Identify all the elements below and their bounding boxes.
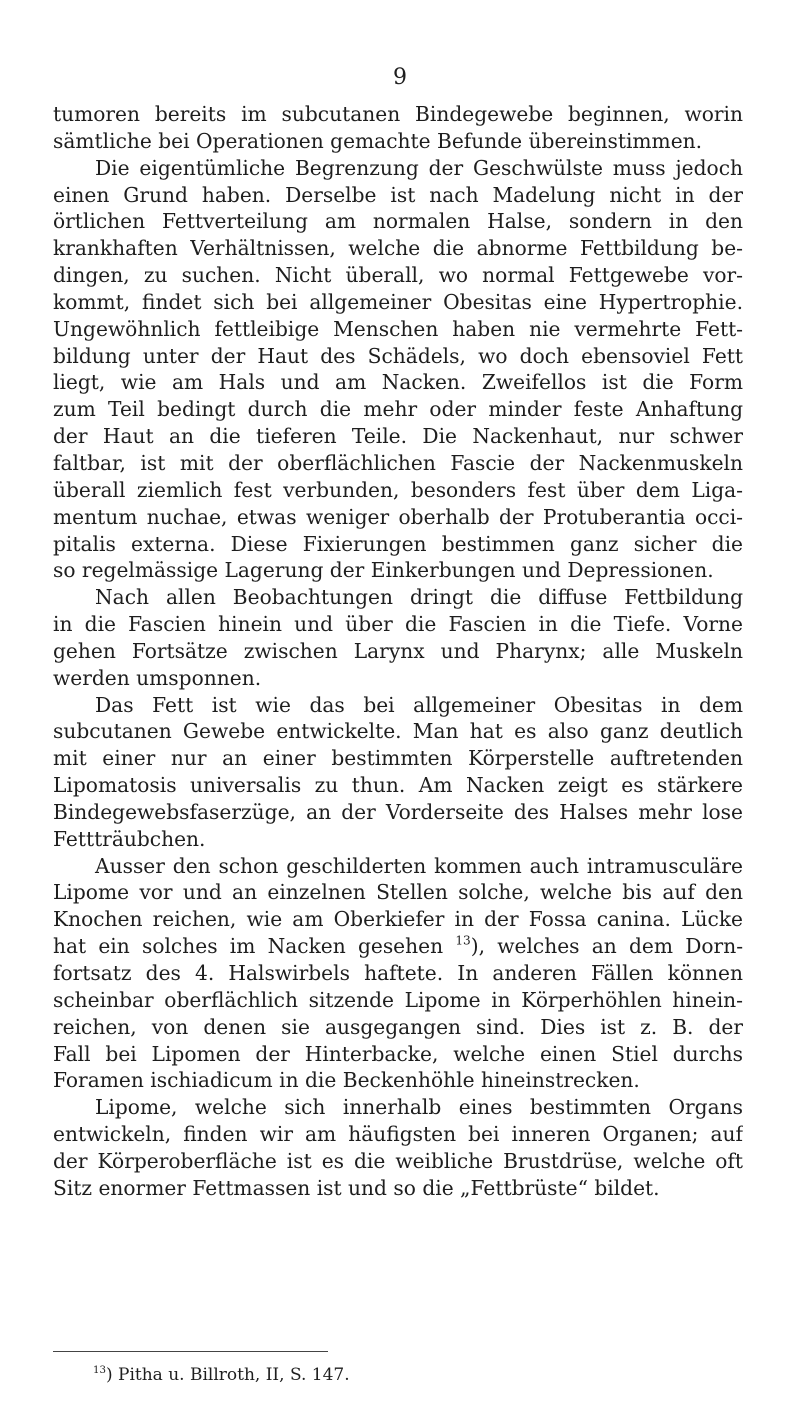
body-text — [53, 101, 743, 1202]
text-line: reichen, von denen sie ausgegangen sind. Dies ist z. B. der — [53, 1014, 743, 1039]
text-line: örtlichen Fettverteilung am normalen Halse, sondern in den — [53, 209, 743, 234]
text-line: Ungewöhnlich fettleibige Menschen haben nie vermehrte Fett- — [53, 316, 743, 341]
text-line: Die eigentümliche Begrenzung der Geschwülste muss jedoch — [95, 155, 743, 180]
text-line: in die Fascien hinein und über die Fascien in die Tiefe. Vorne — [53, 612, 743, 637]
text-line: Lipomatosis universalis zu thun. Am Nacken zeigt es stärkere — [53, 773, 743, 798]
text-line: faltbar, ist mit der oberflächlichen Fascie der Nackenmuskeln — [53, 450, 743, 475]
text-line: Lipome vor und an einzelnen Stellen solche, welche bis auf den — [53, 880, 743, 905]
text-line: Bindegewebsfaserzüge, an der Vorderseite des Halses mehr lose — [53, 799, 743, 824]
text-line: Knochen reichen, wie am Oberkiefer in der Fossa canina. Lücke — [53, 907, 743, 932]
text-line: der Haut an die tieferen Teile. Die Nackenhaut, nur schwer — [53, 424, 743, 449]
text-line-with-footnote-ref — [53, 933, 743, 960]
text-line: entwickeln, finden wir am häufigsten bei inneren Organen; auf — [53, 1122, 743, 1147]
text-line-start: hat ein solches im Nacken gesehen — [53, 934, 444, 959]
text-line: einen Grund haben. Derselbe ist nach Madelung nicht in der — [53, 182, 743, 207]
text-line: überall ziemlich fest verbunden, besonders fest über dem Liga- — [53, 477, 743, 502]
text-line: bildung unter der Haut des Schädels, wo doch ebensoviel Fett — [53, 343, 743, 368]
footnote-marker: 13 — [93, 1364, 106, 1376]
text-line: Fettträubchen. — [53, 826, 206, 851]
text-line: kommt, findet sich bei allgemeiner Obesitas eine Hypertrophie. — [53, 289, 743, 314]
text-line: Fall bei Lipomen der Hinterbacke, welche einen Stiel durchs — [53, 1041, 743, 1066]
text-line: so regelmässige Lagerung der Einkerbungen und Depressionen. — [53, 558, 714, 583]
page-number: 9 — [393, 65, 407, 90]
text-line: zum Teil bedingt durch die mehr oder minder feste Anhaftung — [53, 397, 743, 422]
text-line: tumoren bereits im subcutanen Bindegewebe beginnen, worin — [53, 102, 743, 126]
footnote-text: ) Pitha u. Billroth, II, S. 147. — [105, 1365, 350, 1385]
text-line: krankhaften Verhältnissen, welche die abnorme Fettbildung be- — [53, 236, 743, 261]
text-line: der Körperoberfläche ist es die weibliche Brustdrüse, welche oft — [53, 1148, 743, 1173]
text-line: Nach allen Beobachtungen dringt die diffuse Fettbildung — [95, 585, 743, 610]
text-line: gehen Fortsätze zwischen Larynx und Pharynx; alle Muskeln — [53, 638, 743, 663]
footnote-reference-marker: 13 — [455, 933, 471, 948]
text-line: werden umsponnen. — [53, 665, 262, 690]
text-line: Das Fett ist wie das bei allgemeiner Obesitas in dem — [95, 692, 743, 717]
text-line: subcutanen Gewebe entwickelte. Man hat es also ganz deutlich — [53, 719, 743, 744]
text-line: liegt, wie am Hals und am Nacken. Zweifellos ist die Form — [53, 370, 743, 395]
text-line: sämtliche bei Operationen gemachte Befunde übereinstimmen. — [53, 128, 703, 153]
text-line: fortsatz des 4. Halswirbels haftete. In anderen Fällen können — [53, 961, 743, 985]
footnote — [93, 1364, 350, 1386]
text-line: Lipome, welche sich innerhalb eines bestimmten Organs — [95, 1095, 743, 1120]
text-line: Ausser den schon geschilderten kommen auch intramusculäre — [95, 853, 743, 878]
text-line: scheinbar oberflächlich sitzende Lipome in Körperhöhlen hinein- — [53, 987, 743, 1012]
text-line: pitalis externa. Diese Fixierungen bestimmen ganz sicher die — [53, 531, 743, 556]
text-line: Sitz enormer Fettmassen ist und so die „Fettbrüste“ bildet. — [53, 1175, 660, 1200]
text-line: dingen, zu suchen. Nicht überall, wo normal Fettgewebe vor- — [53, 263, 743, 288]
text-line: Foramen ischiadicum in die Beckenhöhle hineinstrecken. — [53, 1068, 640, 1093]
text-line: mit einer nur an einer bestimmten Körperstelle auftretenden — [53, 746, 743, 771]
text-line: mentum nuchae, etwas weniger oberhalb der Protuberantia occi- — [53, 504, 743, 529]
footnote-divider — [53, 1351, 328, 1352]
text-line-end: ), welches an dem Dorn- — [470, 934, 743, 959]
